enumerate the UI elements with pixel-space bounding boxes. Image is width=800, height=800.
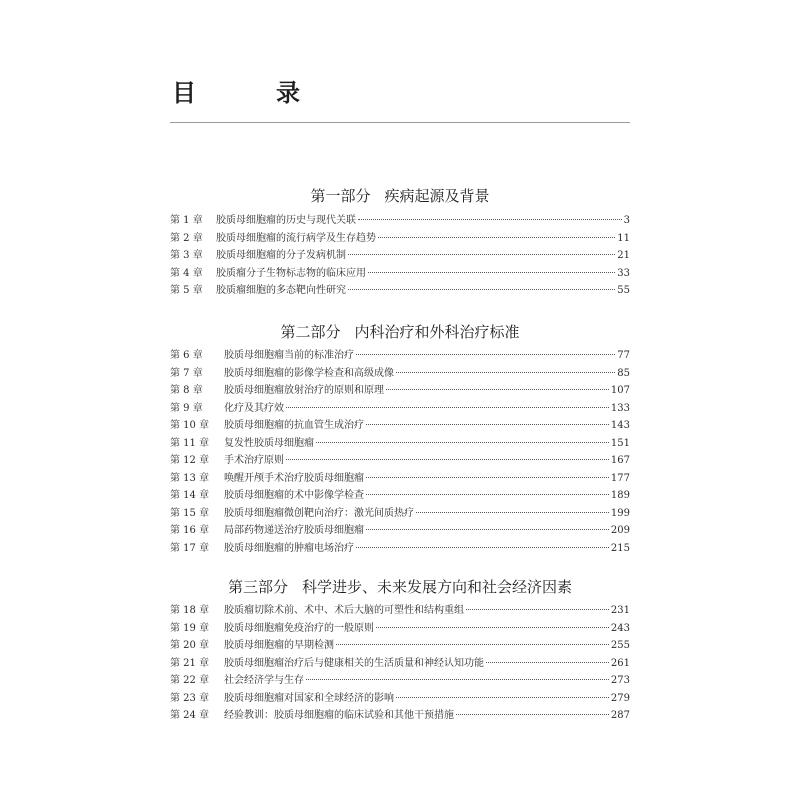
- toc-entry: [170, 382, 630, 400]
- chapter-title: 胶质母细胞瘤的早期检测: [224, 640, 334, 651]
- chapter-title: 唤醒开颅手术治疗胶质母细胞瘤: [224, 472, 364, 484]
- chapter-title: 胶质母细胞瘤免疫治疗的一般原则: [224, 622, 374, 634]
- part-2-entries: [170, 347, 630, 557]
- page-number: 261: [610, 657, 630, 669]
- chapter-title: 社会经济学与生存: [224, 675, 304, 686]
- dot-leader: [366, 529, 609, 530]
- dot-leader: [396, 697, 609, 698]
- page-number: 287: [610, 710, 630, 721]
- toc-entry: [170, 637, 630, 655]
- dot-leader: [336, 644, 609, 645]
- part-heading-3: [170, 577, 630, 597]
- page-number: 273: [610, 675, 630, 686]
- chapter-number: 第 7 章: [170, 367, 203, 379]
- toc-entry: [170, 265, 630, 283]
- toc-entry: [170, 522, 630, 540]
- page-number: 143: [610, 420, 630, 431]
- page-number: 215: [610, 542, 630, 554]
- chapter-title: 胶质母细胞瘤的抗血管生成治疗: [224, 420, 364, 431]
- page-number: 279: [610, 692, 630, 704]
- page-number: 209: [610, 525, 630, 536]
- chapter-number: 第 24 章: [170, 710, 210, 721]
- page-number: 85: [617, 367, 630, 379]
- page-title: 目 录: [172, 79, 328, 107]
- dot-leader: [348, 289, 615, 290]
- page-number: 255: [610, 640, 630, 651]
- toc-entry: [170, 452, 630, 470]
- chapter-title: 胶质瘤细胞的多态靶向性研究: [216, 285, 346, 296]
- chapter-title: 局部药物递送治疗胶质母细胞瘤: [224, 525, 364, 536]
- toc-entry: [170, 690, 630, 708]
- part-name: 内科治疗和外科治疗标准: [354, 323, 520, 341]
- page-number: 3: [623, 215, 630, 226]
- dot-leader: [358, 219, 622, 220]
- chapter-title: 胶质母细胞瘤的肿瘤电场治疗: [224, 542, 354, 554]
- chapter-number: 第 11 章: [170, 437, 210, 449]
- page-number: 243: [610, 622, 630, 634]
- part-number: 第一部分: [310, 187, 371, 205]
- dot-leader: [456, 714, 609, 715]
- page-number: 231: [610, 605, 630, 616]
- dot-leader: [348, 254, 615, 255]
- chapter-title: 胶质母细胞瘤的术中影像学检查: [224, 490, 364, 501]
- chapter-title: 胶质母细胞瘤当前的标准治疗: [224, 350, 354, 361]
- chapter-number: 第 6 章: [170, 350, 203, 361]
- chapter-title: 胶质瘤切除术前、术中、术后大脑的可塑性和结构重组: [224, 605, 464, 616]
- chapter-title: 化疗及其疗效: [224, 402, 284, 414]
- chapter-number: 第 4 章: [170, 267, 203, 279]
- chapter-number: 第 1 章: [170, 215, 203, 226]
- toc-entry: [170, 400, 630, 418]
- page-number: 77: [617, 350, 630, 361]
- chapter-number: 第 8 章: [170, 385, 203, 396]
- page-number: 55: [617, 285, 630, 296]
- chapter-number: 第 23 章: [170, 692, 210, 704]
- dot-leader: [356, 547, 609, 548]
- toc-entry: [170, 540, 630, 558]
- toc-entry: [170, 435, 630, 453]
- dot-leader: [466, 609, 609, 610]
- dot-leader: [366, 477, 609, 478]
- part-number: 第三部分: [227, 578, 288, 596]
- toc-entry: [170, 672, 630, 690]
- page-number: 189: [610, 490, 630, 501]
- part-3-entries: [170, 602, 630, 725]
- chapter-title: 复发性胶质母细胞瘤: [224, 437, 314, 449]
- toc-entry: [170, 282, 630, 300]
- toc-entry: [170, 470, 630, 488]
- chapter-title: 手术治疗原则: [224, 455, 284, 466]
- toc-entry: [170, 212, 630, 230]
- chapter-title: 胶质母细胞瘤的历史与现代关联: [216, 215, 356, 226]
- chapter-title: 胶质母细胞瘤对国家和全球经济的影响: [224, 692, 394, 704]
- toc-entry: [170, 707, 630, 725]
- chapter-number: 第 2 章: [170, 232, 203, 244]
- chapter-title: 经验教训：胶质母细胞瘤的临床试验和其他干预措施: [224, 710, 454, 721]
- dot-leader: [366, 494, 609, 495]
- toc-entry: [170, 620, 630, 638]
- chapter-number: 第 20 章: [170, 640, 210, 651]
- chapter-title: 胶质母细胞瘤治疗后与健康相关的生活质量和神经认知功能: [224, 657, 484, 669]
- chapter-number: 第 14 章: [170, 490, 210, 501]
- page-number: 133: [610, 402, 630, 414]
- chapter-title: 胶质瘤分子生物标志物的临床应用: [216, 267, 366, 279]
- title-divider: [170, 122, 630, 123]
- dot-leader: [396, 372, 615, 373]
- chapter-title: 胶质母细胞瘤的流行病学及生存趋势: [216, 232, 376, 244]
- toc-entry: [170, 230, 630, 248]
- toc-entry: [170, 347, 630, 365]
- dot-leader: [306, 679, 609, 680]
- dot-leader: [378, 237, 615, 238]
- chapter-number: 第 3 章: [170, 250, 203, 261]
- dot-leader: [286, 407, 609, 408]
- chapter-number: 第 16 章: [170, 525, 210, 536]
- page-number: 11: [617, 232, 630, 244]
- page-number: 199: [610, 507, 630, 519]
- dot-leader: [368, 272, 615, 273]
- page-number: 107: [610, 385, 630, 396]
- page-number: 21: [617, 250, 630, 261]
- dot-leader: [286, 459, 609, 460]
- chapter-number: 第 22 章: [170, 675, 210, 686]
- part-name: 疾病起源及背景: [384, 187, 490, 205]
- chapter-number: 第 21 章: [170, 657, 210, 669]
- page-number: 167: [610, 455, 630, 466]
- toc-entry: [170, 505, 630, 523]
- chapter-number: 第 17 章: [170, 542, 210, 554]
- toc-entry: [170, 655, 630, 673]
- part-heading-2: [170, 322, 630, 342]
- part-number: 第二部分: [280, 323, 341, 341]
- page-number: 177: [610, 472, 630, 484]
- toc-entry: [170, 247, 630, 265]
- chapter-number: 第 10 章: [170, 420, 210, 431]
- toc-entry: [170, 417, 630, 435]
- toc-entry: [170, 602, 630, 620]
- chapter-number: 第 18 章: [170, 605, 210, 616]
- dot-leader: [486, 662, 609, 663]
- dot-leader: [366, 424, 609, 425]
- chapter-number: 第 9 章: [170, 402, 203, 414]
- dot-leader: [386, 389, 609, 390]
- part-heading-1: [170, 186, 630, 206]
- page-number: 33: [617, 267, 630, 279]
- part-name: 科学进步、未来发展方向和社会经济因素: [302, 578, 573, 596]
- part-1-entries: [170, 212, 630, 300]
- page-number: 151: [610, 437, 630, 449]
- chapter-number: 第 5 章: [170, 285, 203, 296]
- toc-entry: [170, 365, 630, 383]
- chapter-title: 胶质母细胞瘤的影像学检查和高级成像: [224, 367, 394, 379]
- chapter-title: 胶质母细胞瘤微创靶向治疗：激光间质热疗: [224, 507, 414, 519]
- dot-leader: [376, 627, 609, 628]
- chapter-number: 第 13 章: [170, 472, 210, 484]
- dot-leader: [316, 442, 609, 443]
- dot-leader: [356, 354, 615, 355]
- chapter-number: 第 15 章: [170, 507, 210, 519]
- dot-leader: [416, 512, 609, 513]
- chapter-title: 胶质母细胞瘤的分子发病机制: [216, 250, 346, 261]
- chapter-title: 胶质母细胞瘤放射治疗的原则和原理: [224, 385, 384, 396]
- chapter-number: 第 12 章: [170, 455, 210, 466]
- toc-entry: [170, 487, 630, 505]
- chapter-number: 第 19 章: [170, 622, 210, 634]
